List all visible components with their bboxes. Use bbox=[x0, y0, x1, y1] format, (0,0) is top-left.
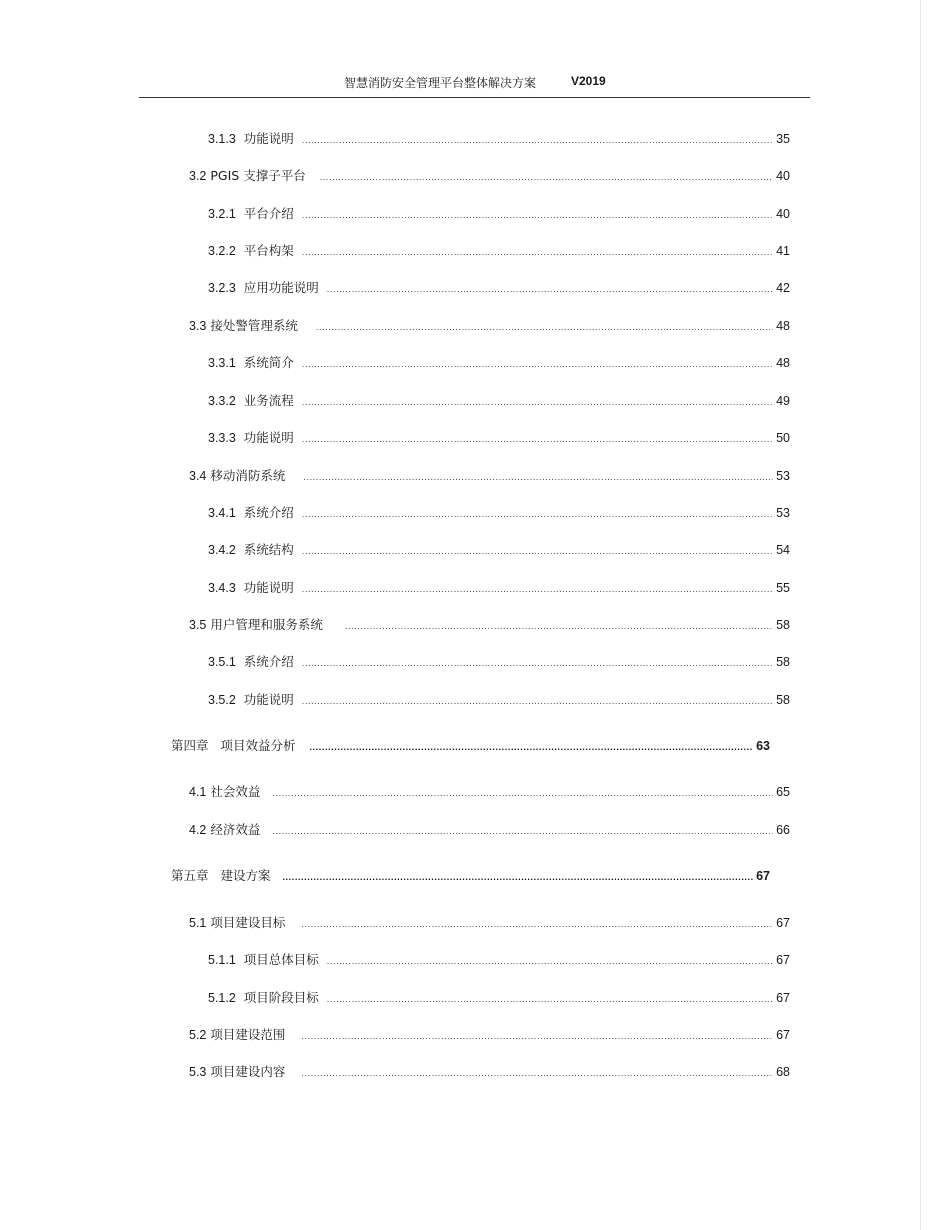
toc-title: PGIS 支撑子平台 bbox=[210, 168, 306, 183]
toc-entry[interactable] bbox=[208, 578, 790, 596]
dot-leader bbox=[272, 788, 773, 798]
toc-number: 3.4.1 bbox=[208, 506, 236, 520]
toc-entry[interactable] bbox=[189, 316, 790, 334]
toc-number: 5.1.2 bbox=[208, 991, 236, 1005]
toc-number: 3.2.1 bbox=[208, 207, 236, 221]
toc-title: 业务流程 bbox=[243, 393, 294, 408]
toc-number: 3.1.3 bbox=[208, 132, 236, 146]
toc-number: 4.1 bbox=[189, 785, 207, 799]
toc-page-number: 53 bbox=[776, 506, 790, 520]
dot-leader bbox=[309, 742, 753, 752]
toc-entry[interactable] bbox=[189, 1025, 790, 1043]
toc-entry[interactable] bbox=[208, 690, 790, 708]
toc-title: 平台构架 bbox=[243, 243, 294, 258]
toc-page-number: 58 bbox=[776, 693, 790, 707]
toc-number: 5.2 bbox=[189, 1028, 207, 1042]
toc-page-number: 66 bbox=[776, 823, 790, 837]
toc-title: 经济效益 bbox=[210, 822, 261, 837]
toc-number: 3.4.2 bbox=[208, 543, 236, 557]
toc-title: 用户管理和服务系统 bbox=[210, 617, 323, 632]
toc-entry[interactable] bbox=[208, 988, 790, 1006]
toc-page-number: 67 bbox=[756, 869, 770, 883]
toc-page-number: 67 bbox=[776, 916, 790, 930]
dot-leader bbox=[302, 135, 773, 145]
toc-number: 3.2.2 bbox=[208, 244, 236, 258]
toc-page-number: 67 bbox=[776, 1028, 790, 1042]
toc-title: 项目建设目标 bbox=[210, 915, 286, 930]
toc-number: 3.4 bbox=[189, 469, 207, 483]
toc-page-number: 54 bbox=[776, 543, 790, 557]
document-version: V2019 bbox=[571, 74, 606, 88]
dot-leader bbox=[302, 584, 773, 594]
toc-number: 3.3.1 bbox=[208, 356, 236, 370]
toc-page-number: 48 bbox=[776, 319, 790, 333]
toc-title: 社会效益 bbox=[210, 784, 261, 799]
dot-leader bbox=[302, 210, 773, 220]
toc-page-number: 67 bbox=[776, 953, 790, 967]
toc-title: 项目阶段目标 bbox=[243, 990, 319, 1005]
toc-title: 接处警管理系统 bbox=[210, 318, 298, 333]
dot-leader bbox=[302, 359, 773, 369]
toc-page-number: 65 bbox=[776, 785, 790, 799]
toc-entry[interactable] bbox=[189, 913, 790, 931]
toc-number: 5.3 bbox=[189, 1065, 207, 1079]
toc-number: 4.2 bbox=[189, 823, 207, 837]
toc-number: 3.4.3 bbox=[208, 581, 236, 595]
toc-page-number: 67 bbox=[776, 991, 790, 1005]
dot-leader bbox=[327, 956, 773, 966]
toc-entry[interactable] bbox=[208, 950, 790, 968]
toc-page-number: 55 bbox=[776, 581, 790, 595]
dot-leader bbox=[316, 322, 773, 332]
dot-leader bbox=[302, 658, 773, 668]
toc-entry[interactable] bbox=[189, 782, 790, 800]
toc-title: 建设方案 bbox=[220, 868, 271, 883]
toc-title: 移动消防系统 bbox=[210, 468, 286, 483]
toc-title: 功能说明 bbox=[243, 131, 294, 146]
dot-leader bbox=[301, 919, 773, 929]
toc-title: 系统简介 bbox=[243, 355, 294, 370]
toc-chapter-number: 第五章 bbox=[171, 868, 209, 883]
toc-number: 3.2 bbox=[189, 169, 207, 183]
toc-chapter-number: 第四章 bbox=[171, 738, 209, 753]
toc-page-number: 35 bbox=[776, 132, 790, 146]
toc-number: 3.5.2 bbox=[208, 693, 236, 707]
toc-entry[interactable] bbox=[208, 278, 790, 296]
dot-leader bbox=[327, 284, 773, 294]
toc-page-number: 50 bbox=[776, 431, 790, 445]
toc-entry[interactable] bbox=[189, 820, 790, 838]
toc-title: 系统介绍 bbox=[243, 505, 294, 520]
toc-title: 项目建设内容 bbox=[210, 1064, 286, 1079]
toc-title: 系统结构 bbox=[243, 542, 294, 557]
toc-number: 3.3 bbox=[189, 319, 207, 333]
toc-page-number: 53 bbox=[776, 469, 790, 483]
toc-page-number: 49 bbox=[776, 394, 790, 408]
toc-chapter-entry[interactable] bbox=[171, 736, 770, 754]
dot-leader bbox=[301, 1068, 773, 1078]
document-title: 智慧消防安全管理平台整体解决方案 bbox=[344, 76, 537, 90]
dot-leader bbox=[302, 434, 773, 444]
toc-title: 功能说明 bbox=[243, 580, 294, 595]
toc-number: 3.5 bbox=[189, 618, 207, 632]
dot-leader bbox=[301, 1031, 773, 1041]
dot-leader bbox=[345, 621, 773, 631]
toc-title: 项目总体目标 bbox=[243, 952, 319, 967]
toc-entry[interactable] bbox=[208, 503, 790, 521]
dot-leader bbox=[302, 509, 773, 519]
toc-title: 功能说明 bbox=[243, 692, 294, 707]
toc-page-number: 40 bbox=[776, 169, 790, 183]
toc-entry[interactable] bbox=[189, 466, 790, 484]
toc-entry[interactable] bbox=[189, 1062, 790, 1080]
dot-leader bbox=[302, 247, 773, 257]
toc-entry[interactable] bbox=[189, 166, 790, 184]
dot-leader bbox=[303, 472, 773, 482]
page-header bbox=[0, 74, 950, 92]
toc-entry[interactable] bbox=[208, 353, 790, 371]
dot-leader bbox=[327, 994, 773, 1004]
dot-leader bbox=[302, 696, 773, 706]
dot-leader bbox=[302, 546, 773, 556]
toc-entry[interactable] bbox=[208, 540, 790, 558]
toc-entry[interactable] bbox=[208, 241, 790, 259]
toc-number: 3.2.3 bbox=[208, 281, 236, 295]
dot-leader bbox=[272, 826, 773, 836]
toc-page-number: 41 bbox=[776, 244, 790, 258]
header-divider bbox=[139, 97, 810, 98]
toc-entry[interactable] bbox=[189, 615, 790, 633]
toc-number: 5.1 bbox=[189, 916, 207, 930]
toc-page-number: 58 bbox=[776, 618, 790, 632]
dot-leader bbox=[320, 172, 773, 182]
toc-entry[interactable] bbox=[208, 428, 790, 446]
toc-title: 平台介绍 bbox=[243, 206, 294, 221]
toc-title: 应用功能说明 bbox=[243, 280, 319, 295]
toc-title: 系统介绍 bbox=[243, 654, 294, 669]
toc-title: 项目建设范围 bbox=[210, 1027, 286, 1042]
toc-entry[interactable] bbox=[208, 204, 790, 222]
toc-page-number: 40 bbox=[776, 207, 790, 221]
toc-chapter-entry[interactable] bbox=[171, 866, 770, 884]
toc-number: 3.5.1 bbox=[208, 655, 236, 669]
toc-page-number: 68 bbox=[776, 1065, 790, 1079]
toc-page-number: 58 bbox=[776, 655, 790, 669]
toc-number: 3.3.3 bbox=[208, 431, 236, 445]
toc-entry[interactable] bbox=[208, 129, 790, 147]
toc-number: 3.3.2 bbox=[208, 394, 236, 408]
toc-page-number: 42 bbox=[776, 281, 790, 295]
toc-number: 5.1.1 bbox=[208, 953, 236, 967]
page-edge bbox=[920, 0, 921, 1230]
toc-entry[interactable] bbox=[208, 391, 790, 409]
toc-page-number: 63 bbox=[756, 739, 770, 753]
toc-entry[interactable] bbox=[208, 652, 790, 670]
toc-page-number: 48 bbox=[776, 356, 790, 370]
toc-title: 功能说明 bbox=[243, 430, 294, 445]
toc-title: 项目效益分析 bbox=[220, 738, 296, 753]
dot-leader bbox=[282, 872, 753, 882]
dot-leader bbox=[302, 397, 773, 407]
